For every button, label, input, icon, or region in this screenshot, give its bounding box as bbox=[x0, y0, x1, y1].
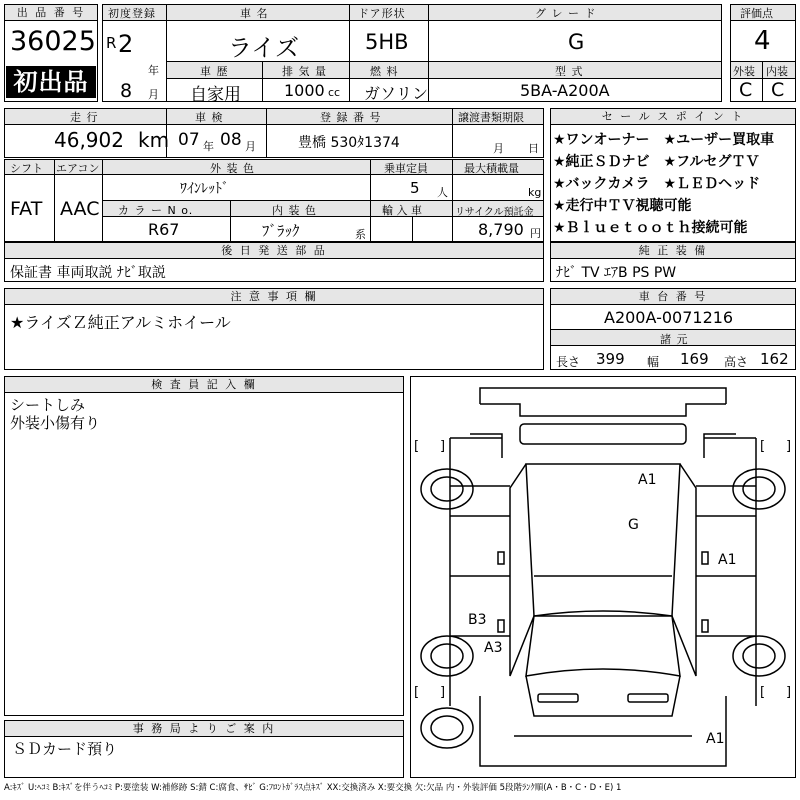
grade-label: グ レ ー ド bbox=[535, 7, 597, 20]
door-label: ドア形状 bbox=[358, 7, 406, 20]
max-load-unit: kg bbox=[528, 186, 542, 199]
car-name: ライズ bbox=[228, 34, 300, 62]
inspection-year: 07 bbox=[178, 130, 200, 150]
svg-text:[: [ bbox=[414, 439, 420, 454]
sales-point-1: ★ワンオーナー ★ユーザー買取車 bbox=[553, 132, 775, 148]
mark-roof: A1 bbox=[638, 472, 657, 488]
equipment: ﾅﾋﾞ TV ｴｱB PS PW bbox=[556, 265, 677, 281]
transfer-label: 譲渡書類期限 bbox=[458, 111, 524, 124]
inspector-line-2: 外装小傷有り bbox=[10, 414, 101, 432]
sales-point-5: ★Ｂｌｕｅｔｏｏｔｈ接続可能 bbox=[553, 220, 748, 236]
lot-label: 出 品 番 号 bbox=[5, 5, 97, 21]
inspection-label: 車 検 bbox=[195, 111, 224, 124]
first-listing-badge: 初出品 bbox=[6, 66, 96, 98]
interior-grade: C bbox=[771, 79, 785, 101]
displacement-unit: cc bbox=[328, 86, 341, 99]
svg-text:]: ] bbox=[786, 685, 792, 700]
transfer-day-unit: 日 bbox=[528, 142, 539, 155]
svg-text:[: [ bbox=[760, 439, 766, 454]
year-unit: 年 bbox=[148, 64, 159, 77]
recycle-unit: 円 bbox=[530, 227, 541, 240]
fuel-label: 燃 料 bbox=[370, 65, 399, 78]
length-label: 長さ bbox=[556, 355, 581, 369]
import-label: 輸 入 車 bbox=[382, 204, 422, 217]
ext-color-label: 外 装 色 bbox=[210, 162, 255, 175]
recycle: 8,790 bbox=[478, 220, 524, 239]
mileage: 46,902 bbox=[54, 128, 124, 152]
interior-label: 内装 bbox=[766, 65, 788, 78]
first-reg-year: 2 bbox=[118, 30, 134, 58]
mark-front: A1 bbox=[706, 731, 725, 747]
sales-point-4: ★走行中ＴＶ視聴可能 bbox=[553, 198, 692, 214]
shift-label: シフト bbox=[10, 162, 43, 175]
notes: ★ライズＺ純正アルミホイール bbox=[10, 313, 231, 332]
fuel: ガソリン bbox=[364, 84, 429, 103]
mileage-label: 走 行 bbox=[70, 111, 99, 124]
mark-left-rear-fender: B3 bbox=[468, 612, 487, 628]
first-reg-label: 初度登録 bbox=[108, 7, 156, 20]
history: 自家用 bbox=[190, 85, 241, 105]
capacity-unit: 人 bbox=[437, 186, 448, 199]
capacity-label: 乗車定員 bbox=[384, 162, 428, 175]
deferred-parts-label: 後 日 発 送 部 品 bbox=[5, 243, 543, 259]
sales-point-3: ★バックカメラ ★ＬＥＤヘッド bbox=[553, 176, 761, 192]
color-no: R67 bbox=[148, 220, 180, 239]
inspection-month-unit: 月 bbox=[245, 140, 256, 153]
office-note: ＳＤカード預り bbox=[12, 740, 118, 758]
transfer-month-unit: 月 bbox=[493, 142, 504, 155]
sales-point-2: ★純正ＳＤナビ ★フルセグＴＶ bbox=[553, 154, 760, 170]
shift: FAT bbox=[10, 198, 43, 220]
chassis-number: A200A-0071216 bbox=[604, 308, 734, 327]
office-label: 事 務 局 よ り ご 案 内 bbox=[5, 721, 403, 737]
grade: G bbox=[568, 30, 585, 54]
dims-label: 諸 元 bbox=[660, 333, 689, 346]
height: 162 bbox=[760, 350, 789, 368]
inspector-label: 検 査 員 記 入 欄 bbox=[5, 377, 403, 393]
int-color-unit: 系 bbox=[355, 228, 366, 241]
chassis-label: 車 台 番 号 bbox=[551, 289, 795, 305]
inspection-month: 08 bbox=[220, 130, 242, 150]
svg-text:]: ] bbox=[786, 439, 792, 454]
length: 399 bbox=[596, 350, 625, 368]
score: 4 bbox=[754, 26, 771, 56]
svg-text:[: [ bbox=[760, 685, 766, 700]
svg-text:]: ] bbox=[440, 439, 446, 454]
capacity: 5 bbox=[410, 179, 420, 197]
first-reg-month: 8 bbox=[120, 80, 133, 102]
model-label: 型 式 bbox=[555, 65, 584, 78]
car-name-label: 車 名 bbox=[240, 7, 269, 20]
legend-footer: A:ｷｽﾞ U:ﾍｺﾐ B:ｷｽﾞを伴うﾍｺﾐ P:要塗装 W:補修跡 S:錆 C:腐食、ｻﾋﾞ G:ﾌﾛﾝﾄｶﾞﾗｽ点ｷｽﾞ XX:交換済み X:要交換 欠:欠品 内・外装評価 5段階ﾗﾝｸ順(A・B・C・D・E) 1 bbox=[4, 783, 622, 793]
displacement-label: 排 気 量 bbox=[282, 65, 327, 78]
exterior-grade: C bbox=[739, 79, 753, 101]
ac-label: エアコン bbox=[56, 162, 100, 175]
ac: AAC bbox=[60, 198, 100, 220]
model: 5BA-A200A bbox=[520, 81, 610, 100]
era: R bbox=[106, 34, 117, 52]
door-type: 5HB bbox=[365, 30, 409, 54]
inspector-line-1: シートしみ bbox=[10, 396, 86, 414]
color-no-label: カ ラ ー N o. bbox=[118, 204, 194, 217]
width: 169 bbox=[680, 350, 709, 368]
lot-number: 36025 bbox=[10, 26, 96, 57]
ext-color: ﾜｲﾝﾚｯﾄﾞ bbox=[180, 181, 229, 197]
width-label: 幅 bbox=[647, 355, 660, 369]
int-color-label: 内 装 色 bbox=[272, 204, 317, 217]
reg-no-label: 登 録 番 号 bbox=[320, 111, 382, 124]
history-label: 車 歴 bbox=[200, 65, 229, 78]
recycle-label: リサイクル預託金 bbox=[455, 207, 534, 218]
score-label: 評価点 bbox=[740, 7, 773, 20]
max-load-label: 最大積載量 bbox=[464, 162, 519, 175]
inspection-year-unit: 年 bbox=[203, 140, 214, 153]
notes-label: 注 意 事 項 欄 bbox=[5, 289, 543, 305]
reg-no: 豊橋 530ﾀ1374 bbox=[298, 135, 400, 151]
mark-windshield: G bbox=[628, 517, 639, 533]
mark-left-rear-wheel: A3 bbox=[484, 640, 503, 656]
int-color: ﾌﾞﾗｯｸ bbox=[262, 222, 300, 240]
deferred-parts: 保証書 車両取説 ﾅﾋﾞ取説 bbox=[10, 265, 166, 281]
car-diagram bbox=[410, 376, 796, 778]
svg-text:[: [ bbox=[414, 685, 420, 700]
height-label: 高さ bbox=[724, 355, 749, 369]
svg-text:]: ] bbox=[440, 685, 446, 700]
mileage-unit: km bbox=[138, 128, 170, 152]
displacement: 1000 bbox=[284, 81, 325, 100]
month-unit: 月 bbox=[148, 88, 159, 101]
equipment-label: 純 正 装 備 bbox=[551, 243, 795, 259]
mark-right-door: A1 bbox=[718, 552, 737, 568]
exterior-label: 外装 bbox=[733, 65, 755, 78]
sales-points-label: セ ー ル ス ポ イ ン ト bbox=[551, 109, 795, 125]
